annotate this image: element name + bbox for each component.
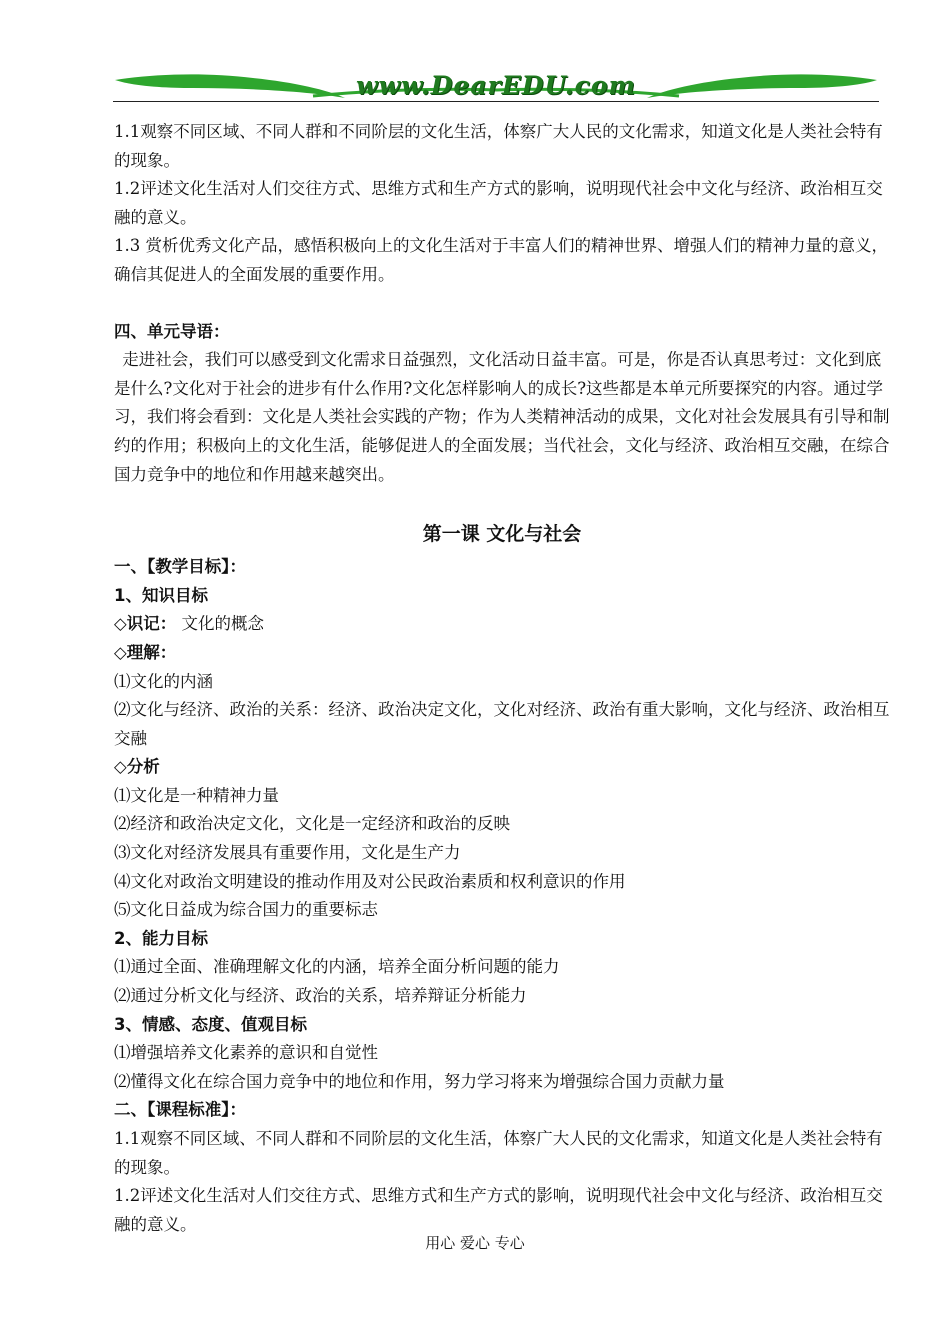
emotion-item: ⑴增强培养文化素养的意识和自觉性 bbox=[114, 1043, 378, 1063]
ability-heading: 2、能力目标 bbox=[114, 928, 208, 948]
goals-heading: 一、【教学目标】： bbox=[114, 557, 246, 577]
analyze-item: ⑴文化是一种精神力量 bbox=[114, 785, 279, 805]
page-header bbox=[113, 68, 879, 104]
standard-1-2: 1.2评述文化生活对人们交往方式、思维方式和生产方式的影响，说明现代社会中文化与经济、政治相互交融的意义。 bbox=[114, 179, 883, 227]
analyze-item: ⑶文化对经济发展具有重要作用，文化是生产力 bbox=[114, 843, 461, 863]
lesson-title: 第一课 文化与社会 bbox=[422, 523, 582, 546]
analyze-item: ⑷文化对政治文明建设的推动作用及对公民政治素质和权利意识的作用 bbox=[114, 871, 626, 891]
unit-guide-body: 走进社会，我们可以感受到文化需求日益强烈，文化活动日益丰富。可是，你是否认真思考过：文化到底是什么?文化对于社会的进步有什么作用?文化怎样影响人的成长?这些都是本单元所要探究的内容。通过学习，我们将会看到：文化是人类社会实践的产物；作为人类精神活动的成果，文化对社会发展具有引导和制约的作用；积极向上的文化生活，能够促进人的全面发展；当代社会，文化与经济、政治相互交融，在综合国力竞争中的地位和作用越来越突出。 bbox=[114, 350, 890, 484]
page-footer: 用心 爱心 专心 bbox=[425, 1234, 525, 1252]
knowledge-heading: 1、知识目标 bbox=[114, 585, 208, 605]
analyze-item: ⑸文化日益成为综合国力的重要标志 bbox=[114, 900, 378, 920]
ability-item: ⑵通过分析文化与经济、政治的关系，培养辩证分析能力 bbox=[114, 986, 527, 1006]
analyze-label: ◇分析 bbox=[114, 757, 160, 777]
ability-item: ⑴通过全面、准确理解文化的内涵，培养全面分析问题的能力 bbox=[114, 957, 560, 977]
standard-1-3: 1.3 赏析优秀文化产品，感悟积极向上的文化生活对于丰富人们的精神世界、增强人们的精神力量的意义，确信其促进人的全面发展的重要作用。 bbox=[114, 236, 888, 284]
standard-1-1: 1.1观察不同区域、不同人群和不同阶层的文化生活，体察广大人民的文化需求，知道文化是人类社会特有的现象。 bbox=[114, 122, 883, 170]
unit-guide-heading: 四、单元导语： bbox=[114, 321, 230, 341]
standards-heading: 二、【课程标准】： bbox=[114, 1100, 246, 1120]
understand-item: ⑵文化与经济、政治的关系：经济、政治决定文化，文化对经济、政治有重大影响，文化与经济、政治相互交融 bbox=[114, 700, 890, 748]
recall-label: ◇识记： bbox=[114, 614, 177, 634]
understand-item: ⑴文化的内涵 bbox=[114, 671, 213, 691]
recall-line bbox=[114, 610, 890, 639]
logo-text: www.DearEDU.com bbox=[355, 71, 636, 100]
document-body bbox=[114, 118, 890, 1239]
standards-item: 1.2评述文化生活对人们交往方式、思维方式和生产方式的影响，说明现代社会中文化与经济、政治相互交融的意义。 bbox=[114, 1186, 883, 1234]
emotion-heading: 3、情感、态度、值观目标 bbox=[114, 1014, 307, 1034]
header-rule bbox=[113, 101, 879, 102]
analyze-item: ⑵经济和政治决定文化，文化是一定经济和政治的反映 bbox=[114, 814, 510, 834]
standards-item: 1.1观察不同区域、不同人群和不同阶层的文化生活，体察广大人民的文化需求，知道文化是人类社会特有的现象。 bbox=[114, 1129, 883, 1177]
emotion-item: ⑵懂得文化在综合国力竞争中的地位和作用，努力学习将来为增强综合国力贡献力量 bbox=[114, 1071, 725, 1091]
recall-text: 文化的概念 bbox=[181, 614, 264, 634]
understand-label: ◇理解： bbox=[114, 642, 177, 662]
